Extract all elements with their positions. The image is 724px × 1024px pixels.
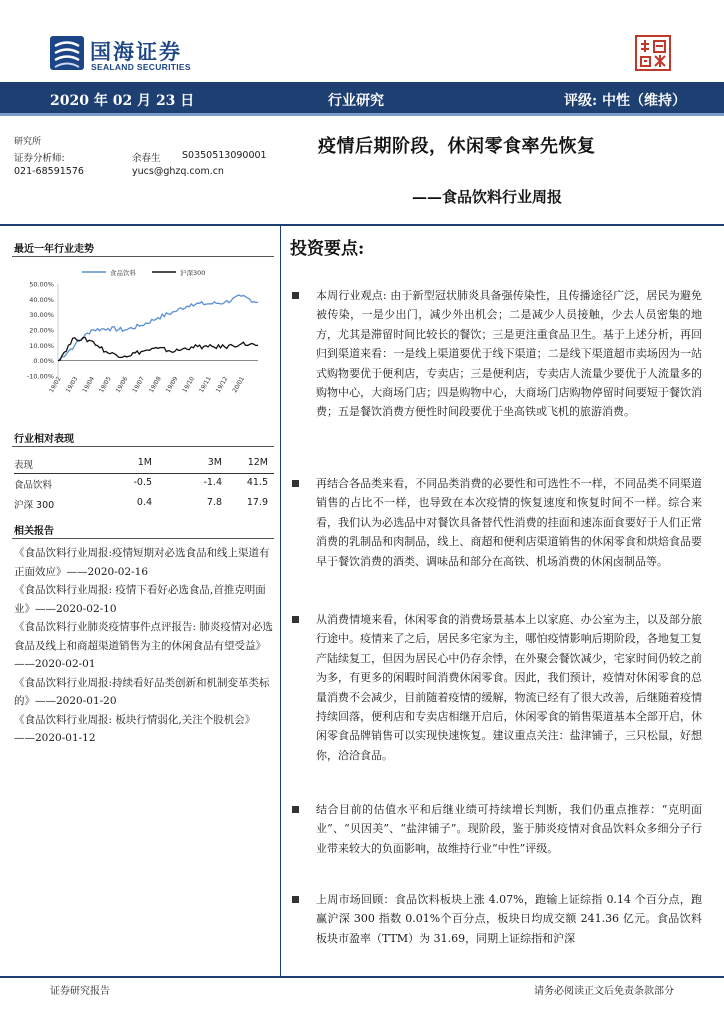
y-tick-label: 10.00%	[29, 341, 54, 350]
x-tick-label: 19/09	[164, 375, 180, 394]
report-rating: 评级: 中性（维持）	[563, 93, 686, 109]
cell-1m: 0.4	[136, 497, 152, 508]
report-subtitle: ——食品饮料行业周报	[412, 188, 563, 206]
column-divider	[280, 226, 281, 976]
x-tick-label: 19/12	[214, 375, 230, 394]
bullet-item	[292, 286, 702, 422]
bullet-text: 结合目前的估值水平和后继业绩可持续增长判断，我们仍重点推荐：“克明面业”、“贝因美”、“盐津铺子”。现阶段，鉴于肺炎疫情对食品饮料众多细分子行业带来较大的负面影响，故维持行业“中性”评级。	[316, 803, 702, 855]
company-name-en: SEALAND SECURITIES	[91, 62, 191, 72]
y-tick-label: 40.00%	[29, 295, 54, 304]
report-type: 行业研究	[328, 93, 384, 109]
x-tick-label: 19/10	[181, 375, 197, 394]
header-banner	[0, 82, 724, 116]
analyst-email: yucs@ghzq.com.cn	[132, 166, 224, 177]
trend-section-title: 最近一年行业走势	[14, 244, 94, 255]
related-report-link[interactable]: 《食品饮料行业周报: 疫情下看好必选食品,首推克明面业》——2020-02-10	[14, 584, 266, 615]
x-tick-label: 19/05	[98, 375, 113, 394]
bullet-text: 再结合各品类来看，不同品类消费的必要性和可选性不一样，不同品类不同渠道销售的占比不一样，也导致在本次疫情的恢复速度和恢复时间不一样。综合来看，我们认为必选品中对餐饮具备替代性消费的挂面和速冻面食要好于人们正常消费的乳制品和肉制品，线上、商超和便利店渠道销售的休闲零食和烘焙食品要早于餐饮消费的酒类、调味品和部分在高铁、机场消费的休闲卤制品等。	[316, 477, 702, 568]
legend-label: 沪深300	[180, 269, 206, 277]
trend-chart	[12, 264, 274, 394]
cell-3m: 7.8	[206, 497, 222, 508]
y-tick-label: -10.00%	[26, 372, 54, 381]
x-tick-label: 20/01	[231, 375, 247, 394]
cell-12m: 17.9	[246, 497, 268, 508]
footer-disclaimer: 请务必阅读正文后免责条款部分	[534, 986, 674, 997]
bullet-item	[292, 610, 702, 765]
company-name-cn: 国海证券	[90, 40, 182, 64]
sealand-logo-icon	[50, 36, 84, 70]
cell-12m: 41.5	[246, 477, 268, 488]
bullet-icon	[292, 806, 299, 813]
bullet-icon	[292, 616, 299, 623]
bullet-item	[292, 474, 702, 571]
row-label: 食品饮料	[14, 480, 53, 491]
report-date: 2020 年 02 月 23 日	[50, 93, 195, 109]
x-tick-label: 19/11	[198, 375, 213, 394]
x-tick-label: 19/06	[114, 375, 130, 394]
analyst-dept: 研究所	[14, 137, 42, 147]
x-tick-label: 19/02	[48, 375, 63, 394]
bullet-icon	[292, 292, 299, 299]
bullet-text: 本周行业观点: 由于新型冠状肺炎具备强传染性，且传播途径广泛，居民为避免被传染，一是少出门，减少外出机会；二是减少人员接触，少去人员密集的地方，尤其是滞留时间比较长的餐饮；三是更注重食品卫生。基于上述分析，再回归到渠道来看：一是线上渠道要优于线下渠道；二是线下渠道超市卖场因为一站式购物要优于便利店，专卖店；三是便利店，专卖店人流量少要优于人流量多的购物中心，大商场门店；四是购物中心，大商场门店购物停留时间要短于餐饮消费；五是餐饮消费方便性时间段要优于坐高铁或飞机的旅游消费。	[316, 289, 702, 419]
analyst-info	[14, 134, 41, 150]
cell-3m: -1.4	[203, 477, 222, 488]
research-seal-icon	[634, 34, 672, 72]
series-line-0	[58, 295, 258, 361]
performance-section-title: 行业相对表现	[14, 434, 74, 445]
analyst-role: 证券分析师:	[14, 153, 65, 164]
divider	[0, 976, 724, 978]
cell-1m: -0.5	[133, 477, 152, 488]
y-tick-label: 0.00%	[33, 357, 54, 366]
column-header: 表现	[14, 460, 34, 471]
related-report-link[interactable]: 《食品饮料行业周报:疫情短期对必选食品和线上渠道有正面效应》——2020-02-16	[14, 547, 270, 578]
x-tick-label: 19/07	[131, 375, 147, 394]
column-header: 3M	[207, 457, 222, 468]
analyst-phone: 021-68591576	[14, 166, 84, 177]
column-header: 12M	[247, 457, 268, 468]
bullet-text: 上周市场回顾：食品饮料板块上涨 4.07%，跑输上证综指 0.14 个百分点，跑赢沪深 300 指数 0.01%个百分点，板块日均成交额 241.36 亿元。食品饮料板块市盈率（TTM）为 31.69，同期上证综指和沪深	[316, 893, 702, 945]
related-report-link[interactable]: 《食品饮料行业周报: 板块行情弱化,关注个股机会》——2020-01-12	[14, 713, 256, 744]
bullet-item	[292, 890, 702, 948]
divider	[12, 446, 274, 447]
bullet-icon	[292, 480, 299, 487]
table-row	[14, 474, 274, 494]
divider	[12, 538, 274, 539]
table-row	[14, 494, 274, 514]
column-header: 1M	[137, 457, 152, 468]
footer-left: 证券研究报告	[50, 986, 110, 997]
divider	[12, 256, 274, 257]
series-line-1	[58, 337, 258, 360]
legend-label: 食品饮料	[110, 269, 136, 277]
report-title: 疫情后期阶段，休闲零食率先恢复	[318, 136, 596, 157]
divider	[0, 224, 724, 226]
related-reports-list	[14, 544, 276, 748]
x-tick-label: 19/03	[64, 375, 80, 394]
related-report-link[interactable]: 《食品饮料行业周报:持续看好品类创新和机制变革类标的》——2020-01-20	[14, 676, 270, 707]
related-report-link[interactable]: 《食品饮料行业肺炎疫情事件点评报告: 肺炎疫情对必选食品及线上和商超渠道销售为主的休闲食品有望受益》——2020-02-01	[14, 621, 273, 670]
y-tick-label: 50.00%	[29, 280, 54, 289]
analyst-cert: S0350513090001	[182, 150, 267, 161]
related-section-title: 相关报告	[14, 526, 54, 537]
bullet-icon	[292, 896, 299, 903]
bullet-text: 从消费情境来看，休闲零食的消费场景基本上以家庭、办公室为主，以及部分旅行途中。疫情来了之后，居民多宅家为主，哪怕疫情影响后期阶段，各地复工复产陆续复工，但因为居民心中仍存余悸，在外聚会餐饮减少，宅家时间仍较之前为多，有更多的闲暇时间消费休闲零食。因此，我们预计，疫情对休闲零食的总量消费不会减少，目前随着疫情的缓解，物流已经有了很大改善，后继随着疫情持续回落，便利店和专卖店相继开启后，休闲零食的销售渠道基本全部开启，休闲零食品牌销售可以实现快速恢复。建议重点关注：盐津铺子，三只松鼠，好想你，洽洽食品。	[316, 613, 702, 762]
invest-title: 投资要点:	[290, 239, 365, 259]
performance-table	[14, 454, 274, 514]
x-tick-label: 19/08	[148, 375, 163, 394]
row-label: 沪深 300	[14, 500, 55, 511]
y-tick-label: 20.00%	[29, 326, 54, 335]
table-header	[14, 454, 274, 474]
company-logo	[50, 36, 250, 72]
x-tick-label: 19/04	[81, 375, 97, 394]
y-tick-label: 30.00%	[29, 311, 54, 320]
analyst-name: 余春生	[132, 153, 161, 164]
bullet-item	[292, 800, 702, 858]
